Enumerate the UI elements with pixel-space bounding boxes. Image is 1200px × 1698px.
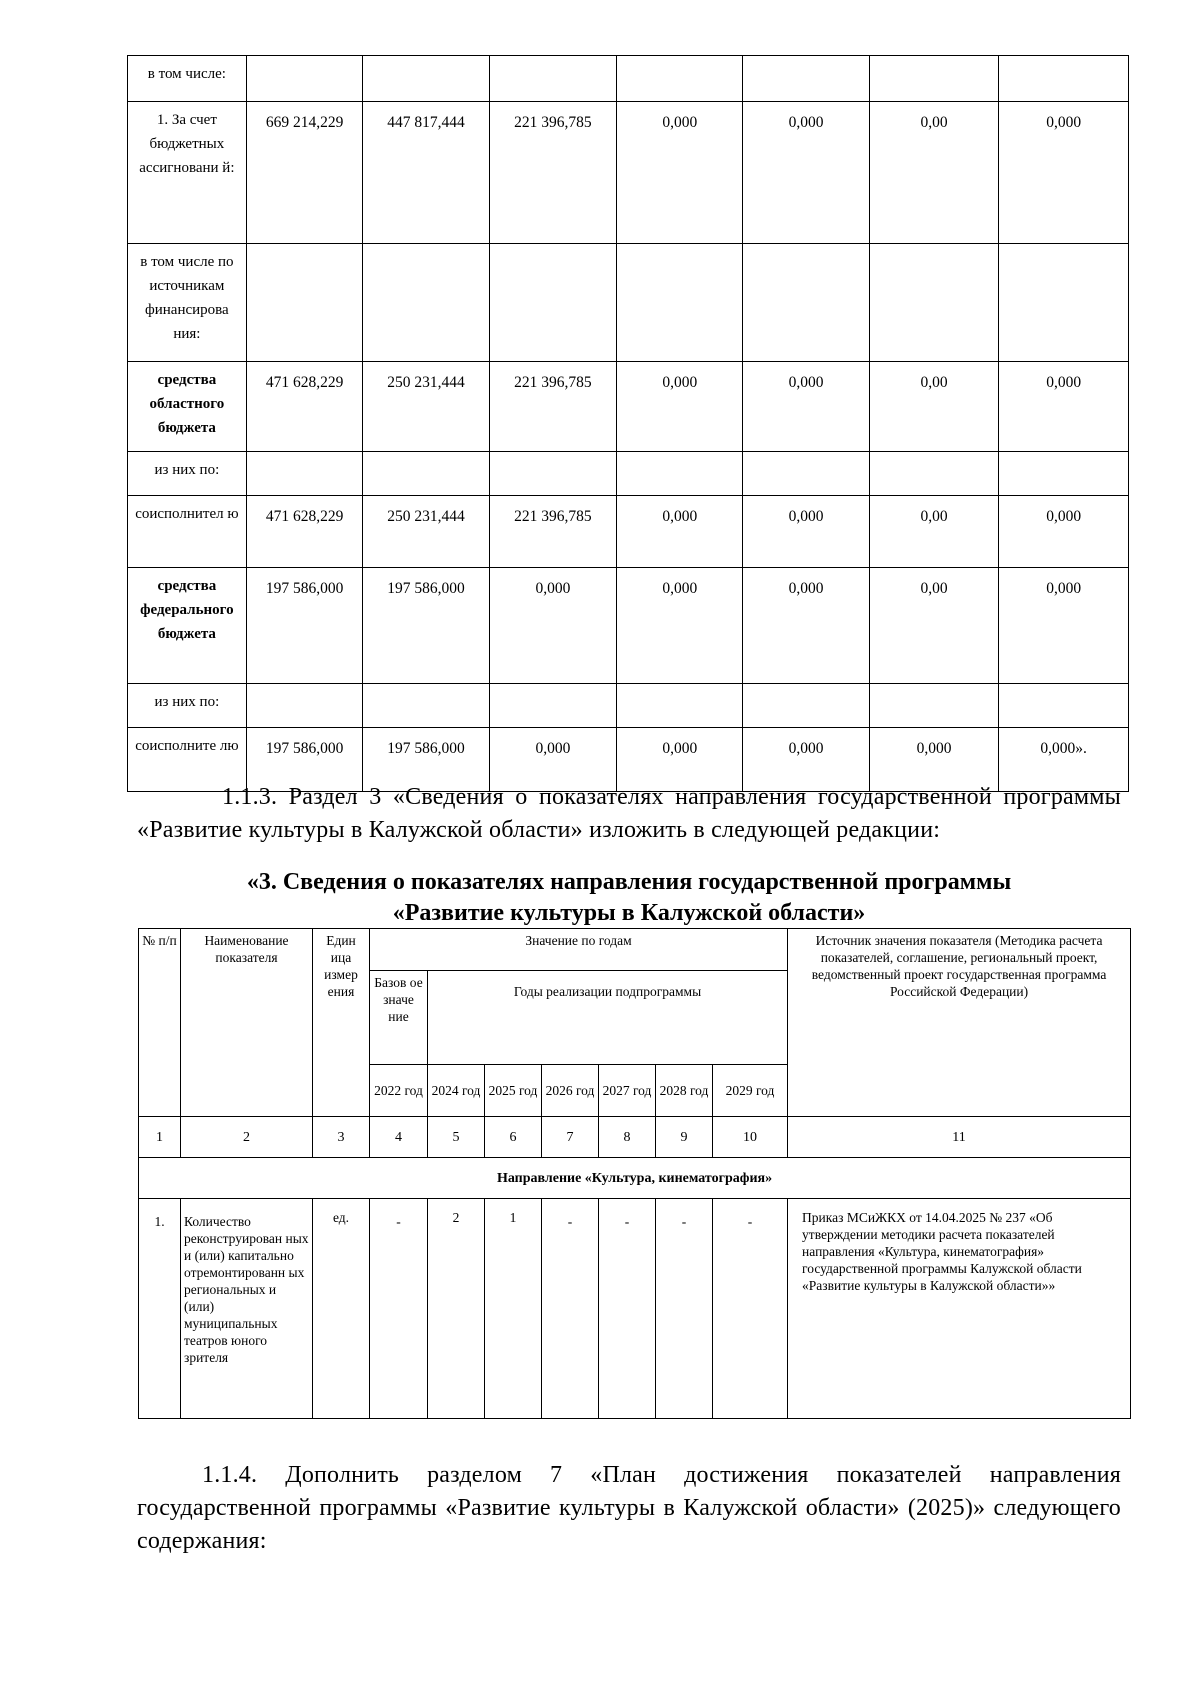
header-year: 2028 год xyxy=(656,1065,713,1117)
finance-cell: 0,000 xyxy=(617,728,743,792)
finance-cell: 0,000 xyxy=(743,568,869,684)
row-value-2029: - xyxy=(713,1199,788,1419)
finance-row xyxy=(128,452,1129,496)
finance-row-label: в том числе по источникам финансирова ния: xyxy=(128,244,247,362)
header-values-by-year: Значение по годам xyxy=(370,929,788,971)
finance-row xyxy=(128,684,1129,728)
finance-cell xyxy=(246,684,363,728)
header-year: 2022 год xyxy=(370,1065,428,1117)
finance-cell: 0,000 xyxy=(999,496,1129,568)
finance-cell: 221 396,785 xyxy=(489,362,616,452)
finance-row xyxy=(128,496,1129,568)
finance-cell: 0,00 xyxy=(869,496,999,568)
paragraph-text: 1.1.3. Раздел 3 «Сведения о показателях направления государственной программы «Развитие культуры в Калужской области» изложить в следующей редакции: xyxy=(137,784,1121,843)
finance-cell: 447 817,444 xyxy=(363,102,489,244)
finance-cell xyxy=(999,452,1129,496)
finance-cell xyxy=(743,244,869,362)
finance-cell: 250 231,444 xyxy=(363,496,489,568)
finance-cell: 0,000 xyxy=(617,568,743,684)
finance-cell: 221 396,785 xyxy=(489,496,616,568)
indicator-table xyxy=(138,928,1131,1419)
column-number: 6 xyxy=(485,1117,542,1158)
finance-cell: 0,00 xyxy=(869,568,999,684)
finance-cell: 0,000 xyxy=(869,728,999,792)
heading-line-1: «3. Сведения о показателях направления государственной программы xyxy=(246,869,1012,895)
header-year: 2029 год xyxy=(713,1065,788,1117)
section-3-heading xyxy=(137,867,1121,929)
row-source: Приказ МСиЖКХ от 14.04.2025 № 237 «Об утверждении методики расчета показателей направления «Культура, кинематография» государственной программы Калужской области «Развитие культуры в Калужской области»» xyxy=(788,1199,1131,1419)
finance-cell xyxy=(999,244,1129,362)
finance-row-label: соисполнител ю xyxy=(128,496,247,568)
paragraph-text: 1.1.4. Дополнить разделом 7 «План достижения показателей направления государственной программы «Развитие культуры в Калужской области» (2025)» следующего содержания: xyxy=(137,1462,1121,1554)
finance-cell: 0,000 xyxy=(617,496,743,568)
row-indicator-name: Количество реконструирован ных и (или) капитально отремонтированн ых региональных и (или) муниципальных театров юного зрителя xyxy=(181,1199,313,1419)
finance-cell: 471 628,229 xyxy=(246,496,363,568)
finance-table xyxy=(127,55,1129,792)
header-year: 2027 год xyxy=(599,1065,656,1117)
finance-cell: 0,000 xyxy=(743,362,869,452)
finance-cell xyxy=(999,56,1129,102)
header-year: 2024 год xyxy=(428,1065,485,1117)
finance-cell: 0,000 xyxy=(999,362,1129,452)
paragraph-1-1-4 xyxy=(137,1459,1121,1558)
finance-row-label: в том числе: xyxy=(128,56,247,102)
row-unit: ед. xyxy=(313,1199,370,1419)
row-value-2028: - xyxy=(656,1199,713,1419)
finance-row xyxy=(128,568,1129,684)
row-value-2026: - xyxy=(542,1199,599,1419)
finance-cell xyxy=(869,452,999,496)
finance-cell xyxy=(743,684,869,728)
column-number: 11 xyxy=(788,1117,1131,1158)
finance-cell: 0,000 xyxy=(999,568,1129,684)
column-number: 3 xyxy=(313,1117,370,1158)
row-value-2024: 2 xyxy=(428,1199,485,1419)
header-implementation-years: Годы реализации подпрограммы xyxy=(428,971,788,1065)
finance-cell: 197 586,000 xyxy=(363,728,489,792)
row-value-2025: 1 xyxy=(485,1199,542,1419)
finance-cell: 0,000 xyxy=(489,728,616,792)
finance-cell: 197 586,000 xyxy=(246,568,363,684)
finance-cell: 0,000 xyxy=(743,728,869,792)
finance-cell: 0,000 xyxy=(489,568,616,684)
finance-cell xyxy=(246,56,363,102)
column-number: 5 xyxy=(428,1117,485,1158)
header-name: Наименование показателя xyxy=(181,929,313,1117)
finance-row xyxy=(128,244,1129,362)
finance-cell: 250 231,444 xyxy=(363,362,489,452)
finance-cell xyxy=(999,684,1129,728)
column-number: 8 xyxy=(599,1117,656,1158)
finance-row-label: из них по: xyxy=(128,684,247,728)
finance-cell xyxy=(743,452,869,496)
column-number: 4 xyxy=(370,1117,428,1158)
header-unit: Един ица измер ения xyxy=(313,929,370,1117)
finance-cell xyxy=(246,452,363,496)
finance-cell xyxy=(246,244,363,362)
finance-cell: 471 628,229 xyxy=(246,362,363,452)
row-value-2027: - xyxy=(599,1199,656,1419)
finance-cell xyxy=(869,244,999,362)
direction-row: Направление «Культура, кинематография» xyxy=(139,1158,1131,1199)
finance-cell xyxy=(363,244,489,362)
finance-row-label: 1. За счет бюджетных ассигновани й: xyxy=(128,102,247,244)
finance-cell xyxy=(617,56,743,102)
finance-cell: 197 586,000 xyxy=(363,568,489,684)
finance-row-label: средства областного бюджета xyxy=(128,362,247,452)
finance-cell xyxy=(617,452,743,496)
column-number: 7 xyxy=(542,1117,599,1158)
row-value-2022: - xyxy=(370,1199,428,1419)
finance-cell xyxy=(489,684,616,728)
finance-cell xyxy=(363,56,489,102)
heading-line-2: «Развитие культуры в Калужской области» xyxy=(392,900,866,926)
header-year: 2026 год xyxy=(542,1065,599,1117)
finance-row xyxy=(128,102,1129,244)
column-number: 2 xyxy=(181,1117,313,1158)
finance-cell xyxy=(617,684,743,728)
finance-cell: 0,000 xyxy=(617,102,743,244)
paragraph-1-1-3 xyxy=(137,781,1121,847)
finance-cell: 0,000 xyxy=(999,102,1129,244)
finance-cell: 0,00 xyxy=(869,362,999,452)
finance-cell: 0,00 xyxy=(869,102,999,244)
row-num: 1. xyxy=(139,1199,181,1419)
finance-cell xyxy=(363,452,489,496)
finance-cell: 0,000 xyxy=(617,362,743,452)
finance-row xyxy=(128,362,1129,452)
finance-cell xyxy=(743,56,869,102)
column-number: 9 xyxy=(656,1117,713,1158)
finance-cell: 0,000». xyxy=(999,728,1129,792)
header-base-value: Базов ое значе ние xyxy=(370,971,428,1065)
finance-cell: 0,000 xyxy=(743,102,869,244)
finance-cell xyxy=(869,684,999,728)
finance-row xyxy=(128,56,1129,102)
finance-cell xyxy=(869,56,999,102)
finance-row-label: из них по: xyxy=(128,452,247,496)
finance-row-label: средства федерального бюджета xyxy=(128,568,247,684)
header-year: 2025 год xyxy=(485,1065,542,1117)
finance-row-label: соисполните лю xyxy=(128,728,247,792)
finance-cell: 221 396,785 xyxy=(489,102,616,244)
header-num: № п/п xyxy=(139,929,181,1117)
finance-cell xyxy=(489,244,616,362)
column-number: 10 xyxy=(713,1117,788,1158)
column-number: 1 xyxy=(139,1117,181,1158)
finance-cell: 197 586,000 xyxy=(246,728,363,792)
finance-cell xyxy=(489,452,616,496)
finance-cell: 669 214,229 xyxy=(246,102,363,244)
finance-cell xyxy=(363,684,489,728)
finance-cell xyxy=(489,56,616,102)
finance-cell: 0,000 xyxy=(743,496,869,568)
header-source: Источник значения показателя (Методика расчета показателей, соглашение, региональный проект, ведомственный проект государственная программа Российской Федерации) xyxy=(788,929,1131,1117)
finance-cell xyxy=(617,244,743,362)
